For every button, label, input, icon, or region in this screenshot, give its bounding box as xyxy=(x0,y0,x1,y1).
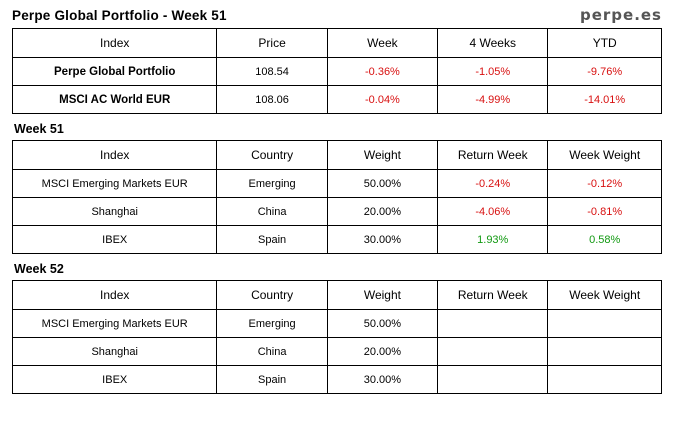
cell-index: Shanghai xyxy=(13,198,217,226)
cell-index: MSCI Emerging Markets EUR xyxy=(13,170,217,198)
week52-table xyxy=(12,280,662,394)
table-row xyxy=(13,198,662,226)
cell-index: Perpe Global Portfolio xyxy=(13,58,217,86)
table-header-row xyxy=(13,141,662,170)
week51-table xyxy=(12,140,662,254)
cell-index: IBEX xyxy=(13,226,217,254)
cell-weight: 20.00% xyxy=(327,198,437,226)
table-row xyxy=(13,310,662,338)
column-header-index: Index xyxy=(13,281,217,310)
cell-ytd: -9.76% xyxy=(548,58,662,86)
table-row xyxy=(13,86,662,114)
cell-price: 108.54 xyxy=(217,58,327,86)
cell-week-weight: -0.12% xyxy=(548,170,662,198)
cell-week-weight xyxy=(548,310,662,338)
cell-week-weight xyxy=(548,338,662,366)
column-header-return-week: Return Week xyxy=(438,141,548,170)
cell-country: Emerging xyxy=(217,310,327,338)
column-header-week-weight: Week Weight xyxy=(548,141,662,170)
table-row xyxy=(13,58,662,86)
column-header-weight: Weight xyxy=(327,141,437,170)
cell-return-week xyxy=(438,338,548,366)
cell-index: MSCI AC World EUR xyxy=(13,86,217,114)
column-header-index: Index xyxy=(13,29,217,58)
cell-country: China xyxy=(217,338,327,366)
cell-index: IBEX xyxy=(13,366,217,394)
cell-weight: 30.00% xyxy=(327,366,437,394)
cell-4weeks: -4.99% xyxy=(438,86,548,114)
cell-country: Spain xyxy=(217,226,327,254)
table-header-row xyxy=(13,281,662,310)
cell-index: MSCI Emerging Markets EUR xyxy=(13,310,217,338)
cell-week: -0.04% xyxy=(327,86,437,114)
cell-weight: 50.00% xyxy=(327,170,437,198)
cell-country: Spain xyxy=(217,366,327,394)
cell-weight: 30.00% xyxy=(327,226,437,254)
table-row xyxy=(13,366,662,394)
brand-logo: perpe.es xyxy=(579,6,662,24)
cell-price: 108.06 xyxy=(217,86,327,114)
section-title-week51: Week 51 xyxy=(14,122,64,136)
table-row xyxy=(13,170,662,198)
cell-return-week xyxy=(438,366,548,394)
column-header-return-week: Return Week xyxy=(438,281,548,310)
table-row xyxy=(13,338,662,366)
cell-return-week xyxy=(438,310,548,338)
column-header-country: Country xyxy=(217,141,327,170)
cell-ytd: -14.01% xyxy=(548,86,662,114)
column-header-ytd: YTD xyxy=(548,29,662,58)
cell-week: -0.36% xyxy=(327,58,437,86)
column-header-price: Price xyxy=(217,29,327,58)
cell-week-weight: -0.81% xyxy=(548,198,662,226)
section-title-week52: Week 52 xyxy=(14,262,64,276)
summary-table xyxy=(12,28,662,114)
cell-4weeks: -1.05% xyxy=(438,58,548,86)
cell-return-week: -4.06% xyxy=(438,198,548,226)
cell-country: Emerging xyxy=(217,170,327,198)
table-row xyxy=(13,226,662,254)
table-header-row xyxy=(13,29,662,58)
column-header-week-weight: Week Weight xyxy=(548,281,662,310)
cell-country: China xyxy=(217,198,327,226)
cell-return-week: 1.93% xyxy=(438,226,548,254)
cell-return-week: -0.24% xyxy=(438,170,548,198)
column-header-index: Index xyxy=(13,141,217,170)
cell-weight: 20.00% xyxy=(327,338,437,366)
cell-weight: 50.00% xyxy=(327,310,437,338)
cell-week-weight xyxy=(548,366,662,394)
page-title: Perpe Global Portfolio - Week 51 xyxy=(12,8,227,23)
column-header-country: Country xyxy=(217,281,327,310)
column-header-4weeks: 4 Weeks xyxy=(438,29,548,58)
cell-index: Shanghai xyxy=(13,338,217,366)
column-header-weight: Weight xyxy=(327,281,437,310)
column-header-week: Week xyxy=(327,29,437,58)
page-header xyxy=(12,6,662,24)
cell-week-weight: 0.58% xyxy=(548,226,662,254)
